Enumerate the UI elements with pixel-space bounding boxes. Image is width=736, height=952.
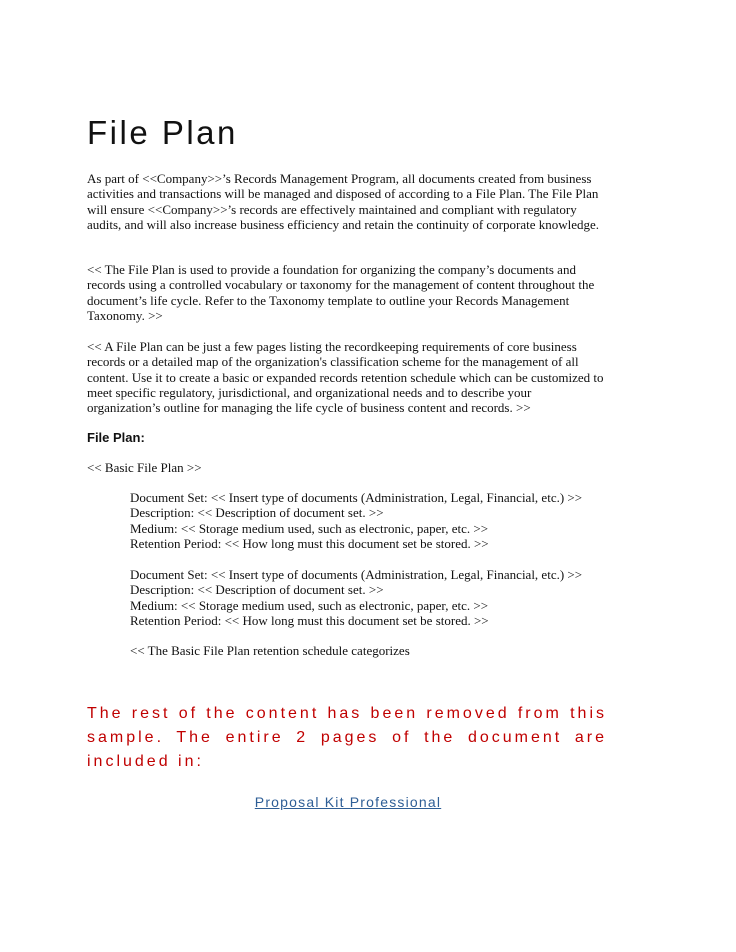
proposal-kit-link[interactable]: Proposal Kit Professional [254, 794, 442, 810]
document-set-line: Document Set: << Insert type of documents (Administration, Legal, Financial, etc.) >> [130, 490, 583, 505]
page-title: File Plan [87, 114, 238, 151]
medium-line: Medium: << Storage medium used, such as electronic, paper, etc. >> [130, 597, 489, 613]
retention-period-line: Retention Period: << How long must this document set be stored. >> [130, 535, 489, 551]
retention-schedule-note: << The Basic File Plan retention schedule categorizes [130, 643, 410, 658]
content-removed-notice: The rest of the content has been removed from this sample. The entire 2 pages of the document are included in: [87, 705, 607, 770]
file-plan-scope-paragraph: << A File Plan can be just a few pages listing the recordkeeping requirements of core business records or a detailed map of the organization's classification scheme for the management of all content. Use it to create a basic or expanded records retention schedule which can be customized to meet specific regulatory, jurisdictional, and organizational needs and to describe your organization’s outline for managing the life cycle of business content and records. >> [87, 339, 604, 416]
description-line: Description: << Description of document set. >> [130, 582, 384, 598]
intro-paragraph: As part of <<Company>>’s Records Management Program, all documents created from business activities and transactions will be managed and disposed of according to a File Plan. The File Plan will ensure <<Company>>’s records are effectively maintained and compliant with regulatory audits, and will also increase business efficiency and retain the continuity of corporate knowledge. [87, 171, 600, 232]
basic-file-plan-label: << Basic File Plan >> [87, 460, 202, 475]
document-set-line: Document Set: << Insert type of documents (Administration, Legal, Financial, etc.) >> [130, 567, 583, 582]
file-plan-purpose-paragraph: << The File Plan is used to provide a foundation for organizing the company’s documents and records using a controlled vocabulary or taxonomy for the management of content throughout the document’s life cycle. Refer to the Taxonomy template to outline your Records Management Taxonomy. >> [87, 262, 595, 323]
medium-line: Medium: << Storage medium used, such as electronic, paper, etc. >> [130, 520, 489, 536]
retention-period-line: Retention Period: << How long must this document set be stored. >> [130, 612, 489, 628]
document-set-block [130, 567, 582, 628]
section-heading: File Plan: [87, 430, 145, 445]
document-set-block [130, 490, 582, 551]
description-line: Description: << Description of document set. >> [130, 505, 384, 521]
